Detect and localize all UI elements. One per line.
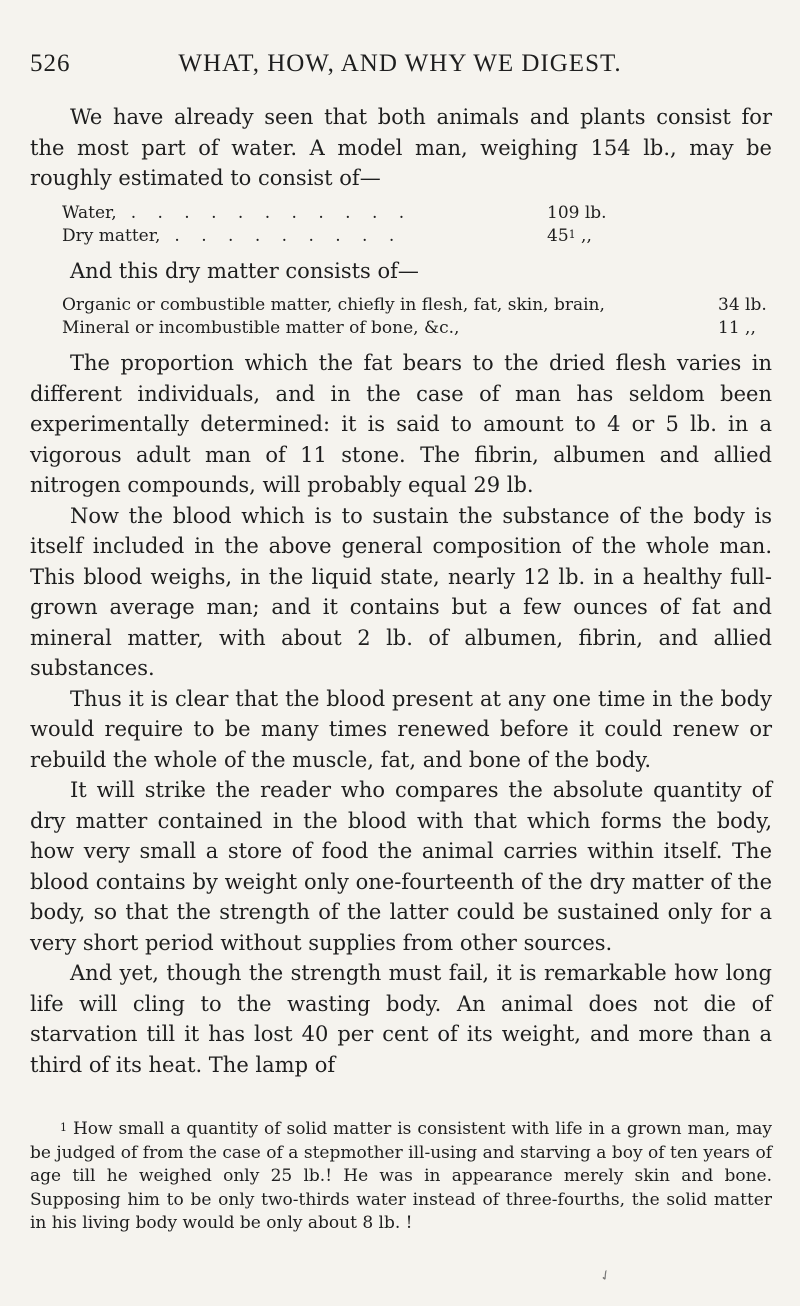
paragraph-6: It will strike the reader who compares the absolute quantity of dry matter contained in the blood with that which forms the body, how very small a store of food the animal carries within itself. The blood contains by weight only one-fourteenth of the dry matter of the body, so that the strength of the latter could be sustained only for a very short period without supplies from other sources.: [30, 778, 772, 955]
row-label: Organic or combustible matter, chiefly in flesh, fat, skin, brain,: [62, 295, 605, 315]
row-label: Dry matter,: [62, 225, 161, 246]
table-row: [30, 317, 772, 340]
page-body: [30, 102, 772, 1080]
row-value: 45: [547, 225, 569, 246]
dry-matter-table: [30, 294, 772, 340]
paragraph-3: The proportion which the fat bears to the dried flesh varies in different individuals, and in the case of man has seldom been experimentally determined: it is said to amount to 4 or 5 lb. in a vigorous adult man of 11 stone. The fibrin, albumen and allied nitrogen compounds, will probably equal 29 lb.: [30, 351, 772, 497]
footnote-mark: 1: [60, 1121, 67, 1134]
page-number: 526: [30, 50, 71, 77]
table-row: [30, 294, 772, 317]
composition-table: [30, 202, 772, 248]
row-value: 109 lb.: [547, 202, 607, 223]
leader-dots: . . . . . . . . . . .: [130, 202, 413, 223]
row-value: 34 lb.: [718, 295, 767, 315]
paragraph-2: And this dry matter consists of—: [70, 258, 419, 283]
footnote: [30, 1118, 772, 1236]
footnote-text: How small a quantity of solid matter is consistent with life in a grown man, may be judged of from the case of a stepmother ill-using and starving a boy of ten years of age till he weighed only 25 lb.! He was in appearance merely skin and bone. Supposing him to be only two-thirds water instead of three-fourths, the solid matter in his living body would be only about 8 lb. !: [30, 1119, 773, 1233]
paragraph-4: Now the blood which is to sustain the substance of the body is itself included in the above general composition of the whole man. This blood weighs, in the liquid state, nearly 12 lb. in a healthy full-grown average man; and it contains but a few ounces of fat and mineral matter, with about 2 lb. of albumen, fibrin, and allied substances.: [30, 503, 772, 680]
leader-dots: . . . . . . . . .: [174, 225, 403, 246]
table-row: [30, 202, 627, 225]
running-header: [30, 50, 770, 84]
paragraph-1: We have already seen that both animals and plants consist for the most part of water. A model man, weighing 154 lb., may be roughly estimated to consist of—: [30, 105, 772, 190]
footnote-ref: 1: [568, 227, 576, 241]
row-unit: ,,: [575, 225, 592, 246]
running-title: WHAT, HOW, AND WHY WE DIGEST.: [178, 50, 622, 77]
row-label: Mineral or incombustible matter of bone, &c.,: [62, 318, 460, 338]
stray-mark-icon: ✓: [596, 1266, 615, 1286]
paragraph-5: Thus it is clear that the blood present at any one time in the body would require to be many times renewed before it could renew or rebuild the whole of the muscle, fat, and bone of the body.: [30, 686, 772, 772]
row-value: 11 ,,: [718, 318, 756, 338]
row-label: Water,: [62, 202, 117, 223]
table-row: [30, 225, 627, 248]
paragraph-7: And yet, though the strength must fail, it is remarkable how long life will cling to the wasting body. An animal does not die of starvation till it has lost 40 per cent of its weight, and more than a third of its heat. The lamp of: [30, 961, 772, 1077]
